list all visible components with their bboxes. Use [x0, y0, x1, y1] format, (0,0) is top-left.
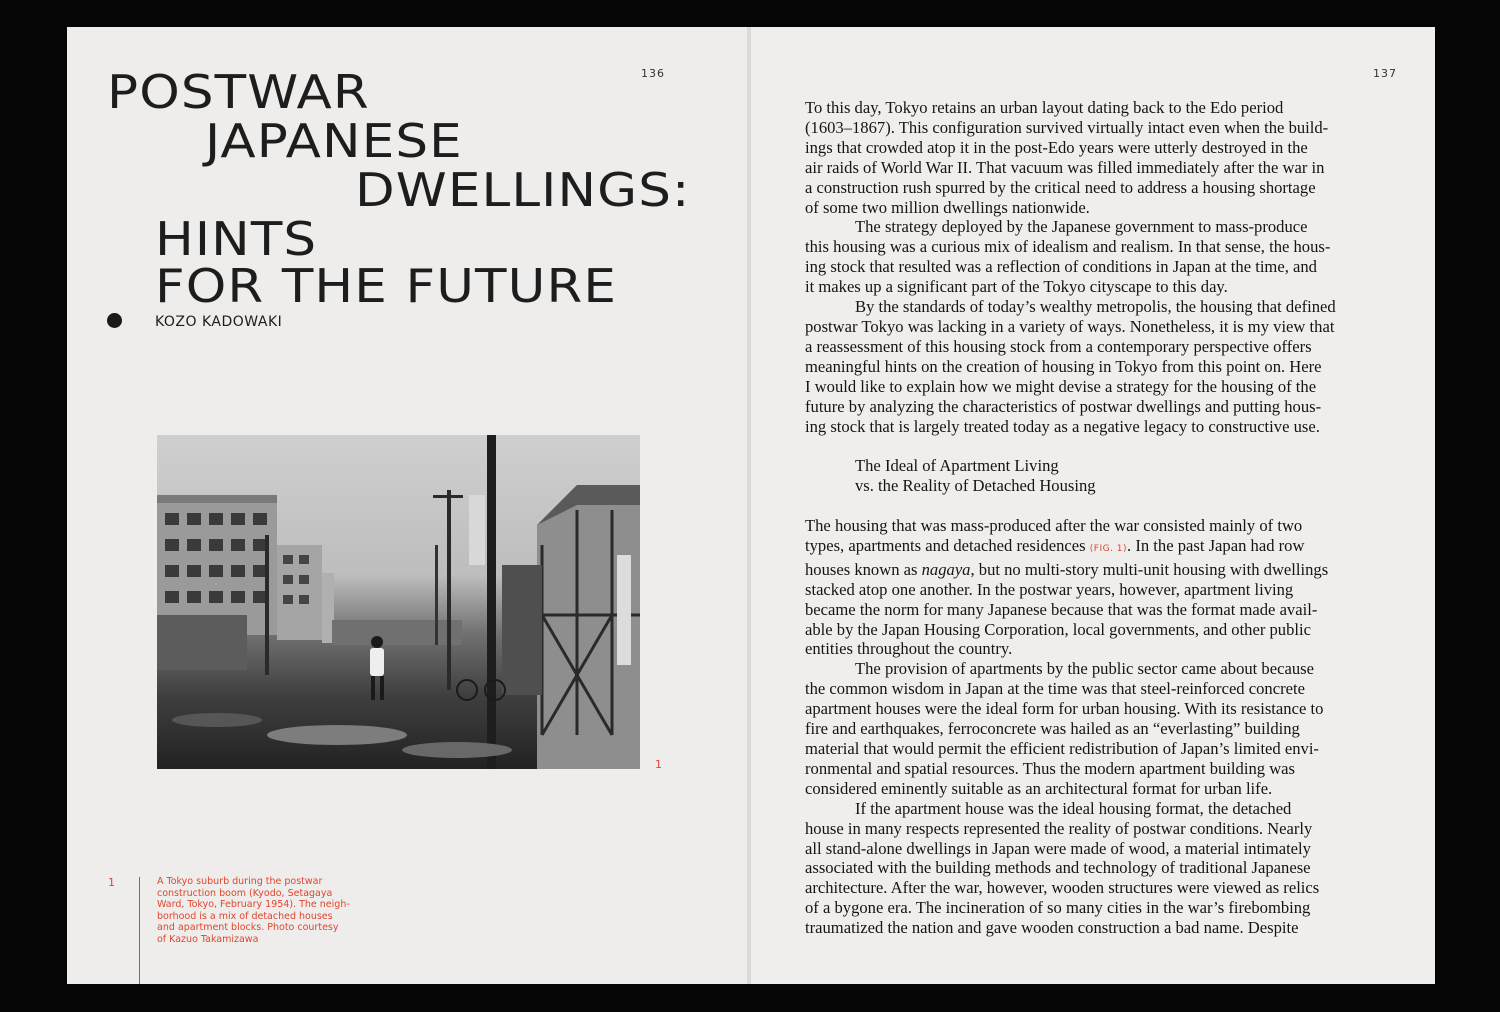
body-line: The strategy deployed by the Japanese government to mass-produce — [855, 217, 1308, 237]
caption-line: of Kazuo Takamizawa — [157, 933, 259, 945]
body-line: The housing that was mass-produced after the war consisted mainly of two — [805, 516, 1303, 535]
italic-term: nagaya — [921, 559, 971, 579]
body-line: fire and earthquakes, ferroconcrete was hailed as an “everlasting” building — [805, 719, 1300, 739]
body-line: it makes up a significant part of the Tokyo cityscape to this day. — [805, 277, 1228, 297]
body-line: architecture. After the war, however, wooden structures were viewed as relics — [805, 878, 1320, 898]
body-line: able by the Japan Housing Corporation, local governments, and other public — [805, 619, 1311, 639]
body-line: stacked atop one another. In the postwar years, however, apartment living — [805, 579, 1294, 599]
figure-reference-link[interactable]: (FIG. 1) — [1089, 543, 1128, 554]
body-line: of some two million dwellings nationwide. — [805, 197, 1090, 217]
body-line: ing stock that resulted was a reflection of conditions in Japan at the time, and — [805, 257, 1317, 277]
body-line: To this day, Tokyo retains an urban layout dating back to the Edo period — [805, 98, 1284, 117]
body-line: house in many respects represented the reality of postwar conditions. Nearly — [805, 818, 1313, 838]
title-line-4: HINTS — [155, 212, 318, 266]
author-name: KOZO KADOWAKI — [155, 314, 283, 330]
left-page — [67, 27, 747, 984]
page-number: 136 — [641, 67, 665, 80]
body-line: traumatized the nation and gave wooden construction a bad name. Despite — [805, 918, 1299, 938]
body-line: all stand-alone dwellings in Japan were made of wood, a material intimately — [805, 838, 1311, 858]
caption-line: construction boom (Kyodo, Setagaya — [157, 887, 333, 899]
caption-line: and apartment blocks. Photo courtesy — [157, 922, 339, 933]
figure-caption — [157, 876, 387, 945]
title-line-5: FOR THE FUTURE — [155, 259, 618, 313]
body-line: I would like to explain how we might devise a strategy for the housing of the — [805, 376, 1317, 396]
section-heading: The Ideal of Apartment Living — [855, 456, 1059, 476]
page-number: 137 — [1373, 67, 1397, 80]
caption-line: A Tokyo suburb during the postwar — [157, 876, 323, 887]
figure-number: 1 — [655, 758, 662, 771]
body-line: air raids of World War II. That vacuum was filled immediately after the war in — [805, 157, 1325, 177]
figure-photo — [157, 435, 640, 769]
body-line: apartment houses were the ideal form for urban housing. With its resistance to — [805, 699, 1324, 719]
body-line: The provision of apartments by the public sector came about because — [855, 659, 1314, 679]
body-line: If the apartment house was the ideal housing format, the detached — [855, 798, 1292, 818]
body-line: ronmental and spatial resources. Thus the modern apartment building was — [805, 758, 1296, 778]
caption-line: borhood is a mix of detached houses — [157, 910, 333, 922]
body-line: a reassessment of this housing stock from a contemporary perspective offers — [805, 336, 1312, 356]
body-line: houses known as nagaya, but no multi-story multi-unit housing with dwellings — [805, 559, 1329, 579]
body-line: associated with the building methods and technology of traditional Japanese — [805, 858, 1311, 878]
street-photo-illustration — [157, 435, 640, 769]
body-line: types, apartments and detached residences (FIG. 1). In the past Japan had row — [805, 535, 1305, 555]
right-page — [751, 27, 1435, 984]
body-line: By the standards of today’s wealthy metropolis, the housing that defined — [855, 297, 1336, 317]
body-line: meaningful hints on the creation of housing in Tokyo from this point on. Here — [805, 356, 1322, 376]
body-line: postwar Tokyo was lacking in a variety of ways. Nonetheless, it is my view that — [805, 316, 1335, 336]
body-line: entities throughout the country. — [805, 639, 1013, 659]
body-line: ings that crowded atop it in the post-Edo years were utterly destroyed in the — [805, 137, 1308, 157]
title-line-2: JAPANESE — [205, 114, 463, 168]
author-bullet-icon — [107, 313, 122, 328]
body-line: of a bygone era. The incineration of so many cities in the war’s firebombing — [805, 898, 1311, 918]
body-line: ing stock that is largely treated today as a negative legacy to constructive use. — [805, 416, 1320, 436]
title-line-3: DWELLINGS: — [355, 163, 691, 217]
caption-number: 1 — [108, 876, 115, 889]
body-line: material that would permit the efficient redistribution of Japan’s limited envi- — [805, 738, 1319, 758]
body-line: a construction rush spurred by the critical need to address a housing shortage — [805, 177, 1316, 197]
section-heading: vs. the Reality of Detached Housing — [855, 476, 1096, 496]
body-line: (1603–1867). This configuration survived virtually intact even when the build- — [805, 117, 1329, 137]
body-line: the common wisdom in Japan at the time was that steel-reinforced concrete — [805, 679, 1305, 699]
body-line: became the norm for many Japanese because that was the format made avail- — [805, 599, 1318, 619]
caption-line: Ward, Tokyo, February 1954). The neigh- — [157, 899, 350, 910]
caption-rule — [139, 877, 140, 984]
body-line: this housing was a curious mix of idealism and realism. In that sense, the hous- — [805, 237, 1331, 257]
title-line-1: POSTWAR — [107, 65, 370, 119]
article-body — [805, 98, 1405, 938]
body-line: considered eminently suitable as an architectural format for urban life. — [805, 778, 1273, 798]
body-line: future by analyzing the characteristics of postwar dwellings and putting hous- — [805, 396, 1322, 416]
